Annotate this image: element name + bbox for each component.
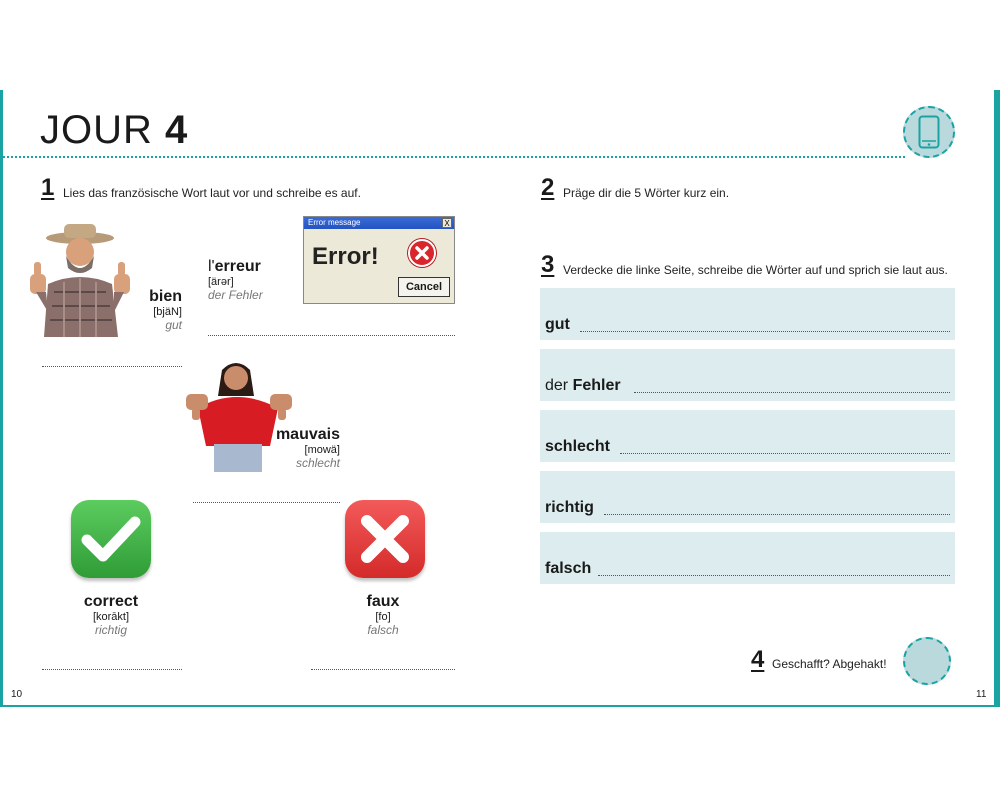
vocab-german: gut	[165, 318, 182, 332]
close-icon: X	[442, 218, 452, 228]
smartphone-icon	[903, 106, 955, 158]
page-title	[40, 108, 188, 153]
header-divider	[0, 156, 905, 158]
answer-row-richtig	[540, 471, 955, 523]
step4-number: 4	[751, 646, 765, 673]
write-line-bien[interactable]	[42, 366, 182, 367]
vocab-german: richtig	[94, 623, 127, 637]
title-number: 4	[165, 108, 189, 152]
step1-number: 1	[41, 174, 55, 201]
write-line[interactable]	[620, 453, 950, 454]
man-thumbs-up-photo	[22, 222, 134, 337]
error-circle-icon	[408, 239, 436, 267]
page-edge-left	[0, 90, 3, 707]
answer-row-fehler	[540, 349, 955, 401]
vocab-phonetic: [mowä]	[304, 444, 340, 456]
write-line-mauvais[interactable]	[193, 502, 340, 503]
vocab-phonetic: [ärər]	[208, 276, 234, 288]
error-dialog-image	[303, 216, 455, 304]
vocab-erreur	[208, 258, 298, 302]
step1-instruction: Lies das französische Wort laut vor und schreibe es auf.	[63, 186, 361, 200]
write-line[interactable]	[634, 392, 950, 393]
vocab-german: schlecht	[295, 456, 340, 470]
vocab-bien	[120, 288, 182, 332]
vocab-phonetic: [bjäN]	[153, 306, 182, 318]
step3-instruction: Verdecke die linke Seite, schreibe die Wörter auf und sprich sie laut aus.	[563, 263, 948, 277]
answer-row-schlecht	[540, 410, 955, 462]
step4-instruction: Geschafft? Abgehakt!	[772, 657, 887, 671]
write-line[interactable]	[604, 514, 950, 515]
vocab-french: faux	[366, 593, 400, 610]
page-number-right: 11	[976, 689, 987, 700]
error-dialog-titlebar	[304, 217, 454, 229]
answer-row-falsch	[540, 532, 955, 584]
step2-number: 2	[541, 174, 555, 201]
vocab-phonetic: [korākt]	[92, 611, 130, 623]
step3-number: 3	[541, 251, 555, 278]
vocab-mauvais	[264, 426, 340, 470]
vocab-german: falsch	[367, 623, 399, 637]
done-checkbox[interactable]	[903, 637, 951, 685]
answer-word: falsch	[545, 560, 592, 577]
write-line-erreur[interactable]	[208, 335, 455, 336]
write-line[interactable]	[598, 575, 950, 576]
answer-word: gut	[545, 316, 570, 333]
page-edge-right	[994, 90, 1000, 707]
error-dialog-message: Error!	[312, 243, 379, 270]
vocab-correct	[60, 593, 162, 637]
write-line-faux[interactable]	[311, 669, 455, 670]
page-number-left: 10	[11, 689, 23, 700]
write-line[interactable]	[580, 331, 950, 332]
answer-word: der Fehler	[545, 377, 621, 394]
error-dialog-cancel: Cancel	[398, 277, 450, 297]
vocab-french: correct	[83, 593, 139, 610]
error-dialog-title: Error message	[308, 218, 361, 227]
write-line-correct[interactable]	[42, 669, 182, 670]
page-edge-bottom	[0, 705, 1000, 707]
vocab-french: bien	[149, 288, 182, 305]
vocab-french: erreur	[214, 258, 261, 275]
step2-instruction: Präge dir die 5 Wörter kurz ein.	[563, 186, 730, 200]
title-word: JOUR	[40, 108, 153, 152]
answer-word: schlecht	[545, 438, 610, 455]
vocab-faux	[333, 593, 433, 637]
answer-row-gut	[540, 288, 955, 340]
cross-mark-icon	[345, 500, 425, 578]
vocab-french: mauvais	[275, 426, 340, 443]
vocab-phonetic: [fo]	[375, 611, 391, 623]
vocab-german: der Fehler	[208, 288, 263, 302]
vocab-article: l'	[208, 258, 215, 275]
answer-word: richtig	[545, 499, 594, 516]
check-mark-icon	[71, 500, 151, 578]
